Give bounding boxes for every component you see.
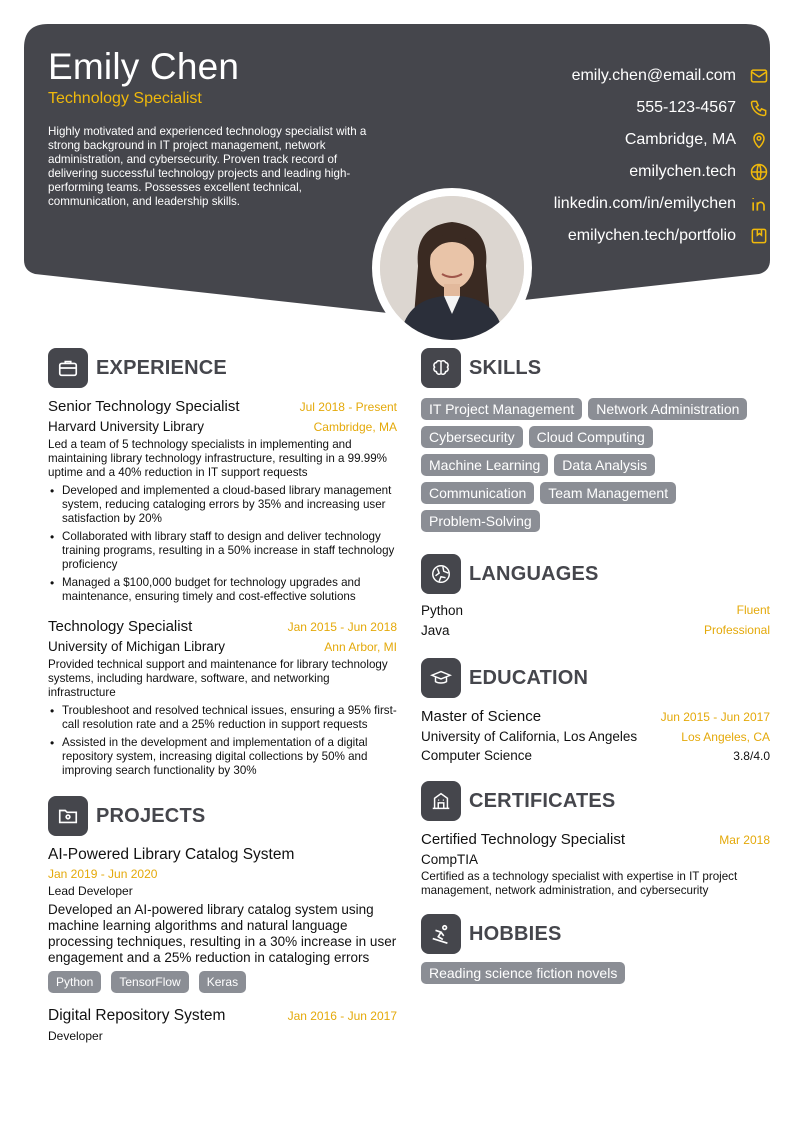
job-bullet: • Assisted in the development and implementation of a digital repository system, increasing digital collections by 50% and improving search functionality by 30% (48, 736, 397, 778)
project-role: Lead Developer (48, 884, 133, 898)
education-entry (421, 708, 770, 763)
job-bullet: • Managed a $100,000 budget for technology upgrades and maintenance, ensuring timely and cost-effective solutions (48, 576, 397, 604)
contact-linkedin-text[interactable]: linkedin.com/in/emilychen (553, 195, 736, 212)
skills-header (421, 348, 770, 388)
languages-list (421, 600, 770, 640)
graduation-cap-icon (421, 658, 461, 698)
skill-tag: Communication (421, 482, 534, 504)
job-title: Senior Technology Specialist (48, 398, 240, 415)
certificate-name: Certified Technology Specialist (421, 831, 626, 848)
skills-title: SKILLS (469, 356, 542, 379)
experience-header (48, 348, 397, 388)
location-pin-icon (748, 129, 770, 151)
languages-title: LANGUAGES (469, 562, 599, 585)
job-bullet: • Troubleshoot and resolved technical issues, ensuring a 95% first-call resolution rate and a 25% reduction in support requests (48, 704, 397, 732)
project-role: Developer (48, 1029, 103, 1043)
job-entry-1 (48, 398, 397, 604)
left-column (48, 348, 397, 1043)
building-icon (421, 781, 461, 821)
language-icon (421, 554, 461, 594)
job-entry-2 (48, 618, 397, 778)
job-location: Cambridge, MA (313, 420, 397, 434)
project-entry-2 (48, 1007, 397, 1043)
language-name: Java (421, 622, 450, 638)
skills-list (421, 398, 770, 538)
hobbies-title: HOBBIES (469, 922, 562, 945)
education-header (421, 658, 770, 698)
contact-website-text[interactable]: emilychen.tech (629, 163, 736, 180)
language-item (421, 600, 770, 620)
job-company: University of Michigan Library (48, 639, 226, 654)
education-title: EDUCATION (469, 666, 589, 689)
skill-tag: Data Analysis (554, 454, 655, 476)
profile-photo (372, 188, 532, 348)
linkedin-icon (748, 193, 770, 215)
hobby-tag: Reading science fiction novels (421, 962, 625, 984)
job-date: Jan 2015 - Jun 2018 (287, 620, 397, 634)
certificate-description: Certified as a technology specialist with expertise in IT project management, network administration, and cybersecurity (421, 870, 738, 897)
hobbies-header (421, 914, 770, 954)
language-level: Professional (703, 623, 770, 637)
profile-summary: Highly motivated and experienced technology specialist with a strong background in IT project management, network administration, and cybersecurity. Proven track record of delivering successful technology projects and leading high-performing teams. Possesses excellent technical, communication, and leadership skills. (48, 125, 367, 208)
job-date: Jul 2018 - Present (299, 400, 397, 414)
job-description: Led a team of 5 technology specialists in implementing and maintaining library technology infrastructure, resulting in a 99.99% uptime and a 40% reduction in IT support requests (48, 438, 387, 479)
language-name: Python (421, 602, 464, 618)
skill-tag: Problem-Solving (421, 510, 540, 532)
project-date: Jan 2019 - Jun 2020 (48, 867, 158, 881)
contact-phone[interactable] (440, 92, 770, 124)
certificate-date: Mar 2018 (719, 833, 770, 847)
field-of-study: Computer Science (421, 748, 533, 763)
language-item (421, 620, 770, 640)
certificates-header (421, 781, 770, 821)
project-entry-1 (48, 846, 397, 999)
job-title: Technology Specialist (48, 618, 193, 635)
contact-location-text: Cambridge, MA (624, 131, 736, 148)
languages-header (421, 554, 770, 594)
project-tags (48, 971, 397, 999)
contact-portfolio-text[interactable]: emilychen.tech/portfolio (567, 227, 736, 244)
project-title: Digital Repository System (48, 1007, 226, 1024)
certificate-issuer: CompTIA (421, 852, 479, 867)
job-bullets (48, 704, 397, 778)
language-level: Fluent (736, 603, 770, 617)
folder-icon (48, 796, 88, 836)
briefcase-icon (48, 348, 88, 388)
certificates-title: CERTIFICATES (469, 789, 616, 812)
bookmark-icon (748, 225, 770, 247)
skill-tag: IT Project Management (421, 398, 582, 420)
job-bullets (48, 484, 397, 604)
mail-icon (748, 65, 770, 87)
hobbies-list (421, 962, 770, 990)
degree: Master of Science (421, 708, 542, 725)
right-column (421, 348, 770, 990)
project-tag: TensorFlow (111, 971, 188, 993)
globe-icon (748, 161, 770, 183)
projects-header (48, 796, 397, 836)
candidate-name: Emily Chen (48, 46, 240, 87)
contact-location (440, 124, 770, 156)
education-location: Los Angeles, CA (681, 730, 770, 744)
project-tag: Keras (199, 971, 246, 993)
project-title: AI-Powered Library Catalog System (48, 846, 295, 863)
education-date: Jun 2015 - Jun 2017 (660, 710, 770, 724)
skill-tag: Machine Learning (421, 454, 548, 476)
experience-title: EXPERIENCE (96, 356, 227, 379)
candidate-role: Technology Specialist (48, 90, 202, 107)
job-description: Provided technical support and maintenance for library technology systems, including hardware, software, and networking infrastructure (48, 658, 388, 699)
contact-email-text[interactable]: emily.chen@email.com (571, 67, 736, 84)
skill-tag: Cloud Computing (529, 426, 653, 448)
projects-title: PROJECTS (96, 804, 206, 827)
job-bullet: • Developed and implemented a cloud-based library management system, reducing cataloging errors by 35% and increasing user satisfaction by 20% (48, 484, 397, 526)
project-date: Jan 2016 - Jun 2017 (287, 1009, 397, 1023)
brain-icon (421, 348, 461, 388)
skill-tag: Cybersecurity (421, 426, 523, 448)
job-location: Ann Arbor, MI (324, 640, 397, 654)
job-bullet: • Collaborated with library staff to design and deliver technology training programs, resulting in a 50% increase in staff technology proficiency (48, 530, 397, 572)
contact-email[interactable] (440, 60, 770, 92)
phone-icon (748, 97, 770, 119)
skill-tag: Network Administration (588, 398, 747, 420)
contact-website[interactable] (440, 156, 770, 188)
job-company: Harvard University Library (48, 419, 205, 434)
school: University of California, Los Angeles (421, 729, 638, 744)
project-tag: Python (48, 971, 101, 993)
gpa: 3.8/4.0 (733, 749, 770, 763)
project-description: Developed an AI-powered library catalog system using machine learning algorithms and natural language processing techniques, resulting in a 30% increase in user engagement and a 25% reduction in cataloging errors (48, 902, 397, 965)
skill-tag: Team Management (540, 482, 676, 504)
skiing-icon (421, 914, 461, 954)
contact-phone-text[interactable]: 555-123-4567 (636, 99, 736, 116)
certificate-entry (421, 831, 770, 898)
